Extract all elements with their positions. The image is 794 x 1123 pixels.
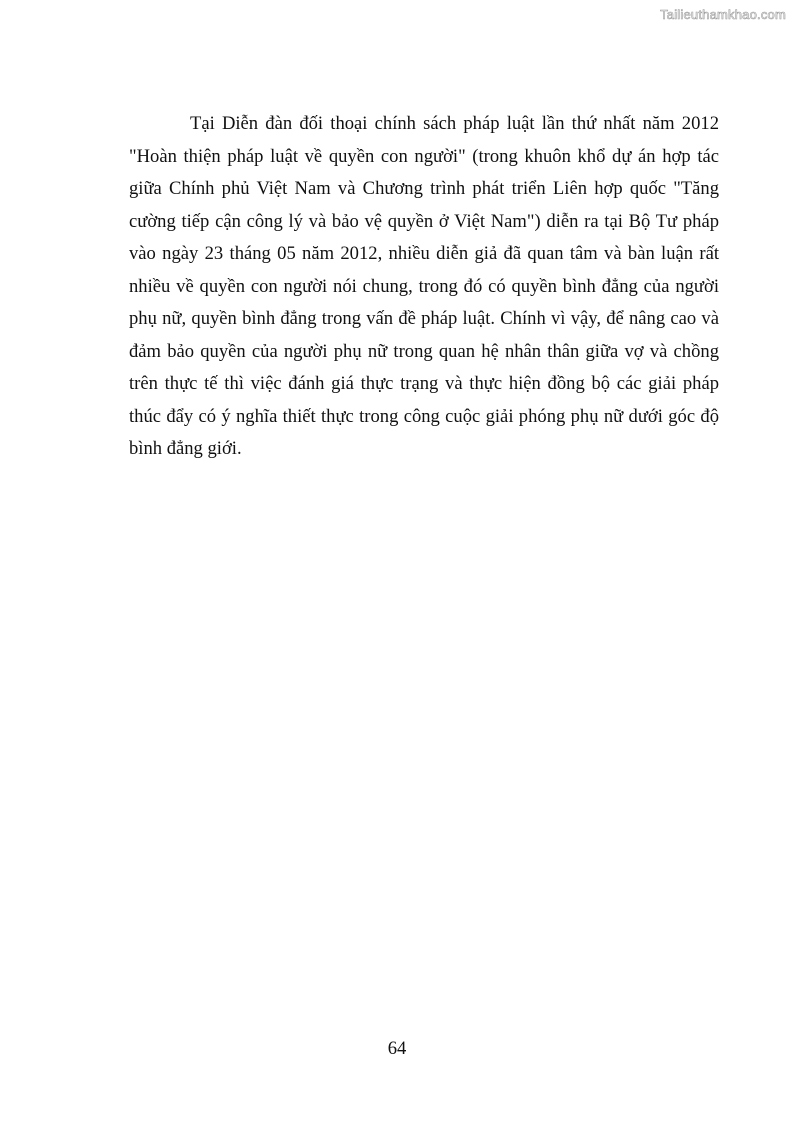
- text-line: giữa Chính phủ Việt Nam và Chương trình phát triển Liên hợp quốc "Tăng: [129, 178, 719, 199]
- watermark: Tailieuthamkhao.com: [660, 7, 786, 22]
- text-line: thúc đẩy có ý nghĩa thiết thực trong công cuộc giải phóng phụ nữ dưới góc độ: [129, 405, 719, 427]
- body-paragraph: [129, 108, 719, 466]
- text-line: Tại Diễn đàn đối thoại chính sách pháp luật lần thứ nhất năm 2012: [190, 113, 719, 134]
- text-line: vào ngày 23 tháng 05 năm 2012, nhiều diễn giả đã quan tâm và bàn luận rất: [129, 243, 719, 264]
- text-line: trên thực tế thì việc đánh giá thực trạng và thực hiện đồng bộ các giải pháp: [129, 373, 719, 394]
- text-line: cường tiếp cận công lý và bảo vệ quyền ở Việt Nam") diễn ra tại Bộ Tư pháp: [129, 210, 719, 232]
- page-number: 64: [387, 1038, 407, 1059]
- text-line: bình đẳng giới.: [129, 438, 242, 459]
- text-line: nhiều về quyền con người nói chung, trong đó có quyền bình đẳng của người: [129, 275, 719, 297]
- text-line: phụ nữ, quyền bình đẳng trong vấn đề pháp luật. Chính vì vậy, để nâng cao và: [129, 308, 719, 329]
- text-line: đảm bảo quyền của người phụ nữ trong quan hệ nhân thân giữa vợ và chồng: [129, 340, 719, 362]
- text-line: "Hoàn thiện pháp luật về quyền con người" (trong khuôn khổ dự án hợp tác: [129, 145, 719, 167]
